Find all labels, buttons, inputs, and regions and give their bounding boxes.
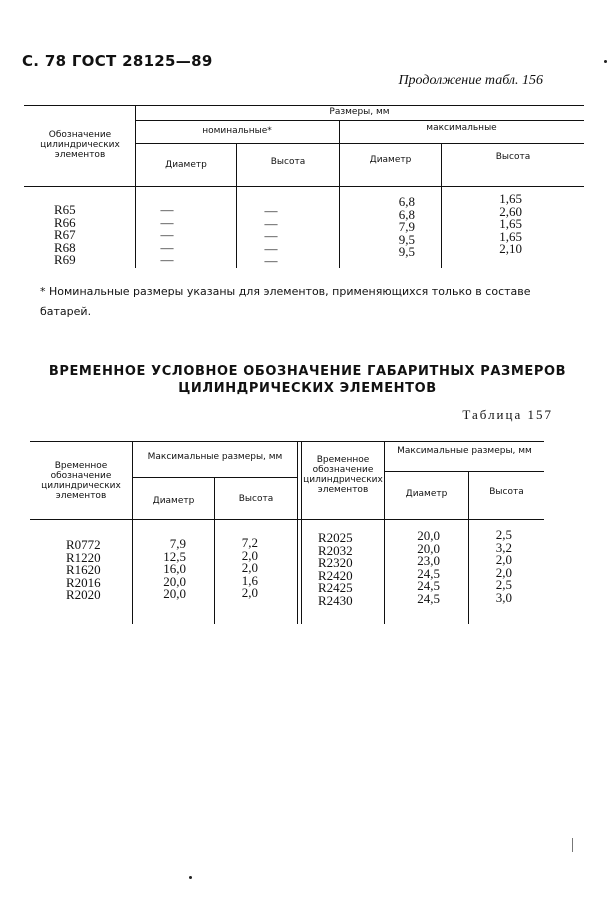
header-max-sizes: Максимальные размеры, мм — [147, 452, 283, 462]
header-maximum: максимальные — [426, 123, 497, 133]
table-cell: 20,0 — [163, 586, 186, 601]
table-cell: R69 — [54, 252, 76, 267]
table-cell: 2,0 — [495, 564, 512, 580]
table-cell: — — [264, 203, 278, 218]
footnote: * Номинальные размеры указаны для элементов, применяющихся только в составе батарей. — [40, 285, 531, 318]
table-cell: 6,8 — [398, 194, 415, 209]
table-156-top-rule — [24, 105, 584, 106]
header-height: Высота — [495, 152, 531, 162]
table-cell: R1620 — [66, 562, 101, 577]
table-cell: 20,0 — [417, 540, 440, 556]
diameter-column — [150, 538, 186, 601]
header-designation: Обозначение цилиндрических элементов — [40, 130, 120, 160]
nominal-height-column — [258, 205, 284, 268]
table-157-divider — [297, 441, 298, 624]
height-column — [482, 529, 512, 604]
page-header: С. 78 ГОСТ 28125—89 — [22, 52, 213, 70]
table-label: Таблица 157 — [462, 407, 553, 422]
table-cell: R1220 — [66, 549, 101, 565]
table-cell: R2430 — [318, 592, 353, 608]
table-156-divider — [339, 120, 340, 268]
header-diameter: Диаметр — [152, 496, 195, 506]
table-157-divider — [384, 441, 385, 624]
header-sizes: Размеры, мм — [329, 107, 390, 117]
max-height-column — [470, 193, 522, 256]
table-cell: 1,65 — [499, 228, 522, 244]
table-cell: R68 — [54, 239, 76, 255]
header-diameter: Диаметр — [165, 160, 207, 170]
table-cell: R66 — [54, 214, 76, 230]
table-157-header-bottom-rule — [30, 519, 544, 520]
table-cell: R2016 — [66, 574, 101, 590]
table-cell: 7,9 — [169, 536, 186, 551]
max-diameter-column — [365, 196, 415, 259]
table-cell: 1,6 — [241, 572, 258, 588]
table-cell: — — [264, 228, 278, 243]
table-cell: R2025 — [318, 530, 353, 545]
table-cell: R2320 — [318, 555, 353, 570]
height-column — [228, 537, 258, 600]
table-cell: R2032 — [318, 542, 353, 558]
table-cell: 9,5 — [398, 231, 415, 247]
table-cell: 12,5 — [163, 548, 186, 564]
header-height: Высота — [489, 487, 524, 497]
table-cell: 23,0 — [417, 553, 440, 568]
table-cell: 2,10 — [499, 241, 522, 256]
designation-column — [318, 532, 378, 607]
header-diameter: Диаметр — [369, 155, 412, 165]
header-designation: Временное обозначение цилиндрических элементов — [303, 455, 383, 495]
table-cell: 2,0 — [241, 560, 258, 575]
diameter-column — [404, 530, 440, 605]
table-cell: R2020 — [66, 587, 101, 602]
table-cell: 24,5 — [417, 578, 440, 593]
table-cell: 20,0 — [417, 528, 440, 543]
table-cell: — — [160, 252, 174, 267]
table-156-sizes-rule — [135, 120, 584, 121]
table-156-subhead-rule — [135, 143, 584, 144]
table-cell: 3,2 — [495, 539, 512, 555]
table-cell: — — [160, 227, 174, 242]
header-height: Высота — [238, 494, 274, 504]
scan-speck — [572, 838, 573, 852]
table-cell: R65 — [54, 202, 76, 217]
header-max-sizes: Максимальные размеры, мм — [397, 446, 532, 456]
designation-column — [54, 204, 114, 267]
table-cell: 1,65 — [499, 191, 522, 206]
table-cell: 2,5 — [495, 527, 512, 542]
table-cell: 1,65 — [499, 216, 522, 231]
table-156-header-bottom-rule — [24, 186, 584, 187]
table-cell: 2,0 — [495, 552, 512, 567]
table-cell: 2,5 — [495, 577, 512, 592]
section-title-line: ЦИЛИНДРИЧЕСКИХ ЭЛЕМЕНТОВ — [178, 381, 437, 396]
table-cell: 2,0 — [241, 547, 258, 563]
table-cell: R2425 — [318, 580, 353, 595]
table-cell: 16,0 — [163, 561, 186, 576]
table-cell: 24,5 — [417, 565, 440, 581]
table-cell: R2420 — [318, 567, 353, 583]
header-height: Высота — [270, 157, 306, 167]
table-cell: — — [160, 202, 174, 217]
table-cell: 24,5 — [417, 590, 440, 606]
table-cell: — — [264, 240, 278, 256]
header-diameter: Диаметр — [405, 489, 448, 499]
header-designation: Временное обозначение цилиндрических элементов — [41, 461, 121, 501]
table-157-divider — [132, 441, 133, 624]
section-title-line: ВРЕМЕННОЕ УСЛОВНОЕ ОБОЗНАЧЕНИЕ ГАБАРИТНЫХ РАЗМЕРОВ — [48, 364, 567, 379]
scan-speck — [189, 876, 192, 879]
table-cell: 7,9 — [398, 219, 415, 234]
designation-column — [66, 539, 126, 602]
table-cell: 20,0 — [163, 573, 186, 589]
continuation-caption: Продолжение табл. 156 — [398, 73, 543, 88]
section-title — [20, 363, 595, 397]
table-cell: 2,60 — [499, 203, 522, 219]
table-cell: R0772 — [66, 537, 101, 552]
table-cell: 2,0 — [241, 585, 258, 600]
table-cell: — — [160, 239, 174, 255]
table-cell: — — [264, 215, 278, 231]
table-cell: — — [160, 214, 174, 230]
table-cell: 3,0 — [495, 589, 512, 605]
scan-speck — [604, 60, 607, 63]
table-cell: R67 — [54, 227, 76, 242]
table-cell: 6,8 — [398, 206, 415, 222]
table-cell: — — [264, 253, 278, 268]
header-nominal: номинальные* — [202, 126, 272, 136]
nominal-diameter-column — [154, 204, 180, 267]
table-cell: 9,5 — [398, 244, 415, 259]
table-cell: 7,2 — [241, 535, 258, 550]
table-157-subhead-rule — [384, 471, 544, 472]
table-157-top-rule — [30, 441, 544, 442]
